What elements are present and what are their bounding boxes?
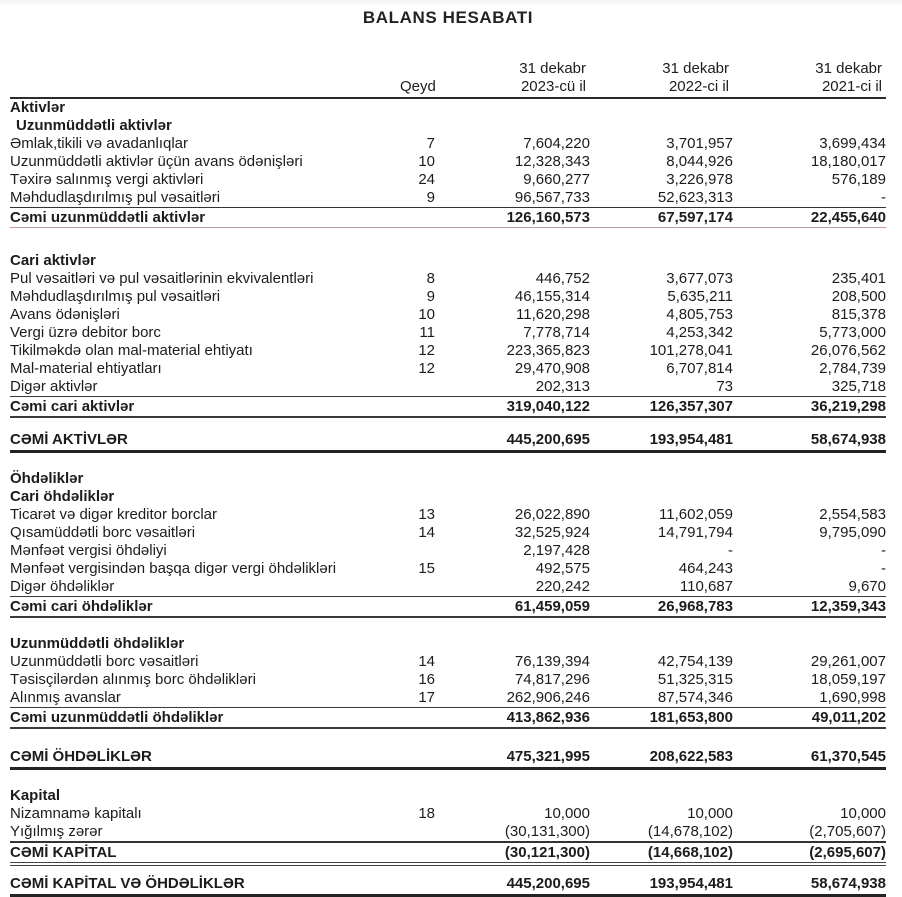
cell-qeyd	[400, 208, 435, 227]
cell-value-2023: 76,139,394	[514, 653, 590, 670]
cell-value-2023: 446,752	[535, 270, 590, 287]
cell-qeyd	[400, 488, 435, 506]
cell-value-2021: 26,076,562	[810, 342, 886, 359]
col-header-2022-year: 2022-ci il	[668, 78, 729, 95]
col-header-2021-year: 2021-ci il	[821, 78, 882, 95]
table-row	[10, 635, 886, 653]
cell-value-2023: 413,862,936	[506, 709, 590, 726]
cell-label: Pul vəsaitləri və pul vəsaitlərinin ekvivalentləri	[10, 270, 314, 287]
table-row	[10, 671, 886, 689]
table-row	[10, 805, 886, 823]
cell-value-2021: 1,690,998	[819, 689, 886, 706]
cell-qeyd: 11	[419, 324, 435, 341]
cell-label: Qısamüddətli borc vəsaitləri	[10, 524, 196, 541]
cell-label: Təsisçilərdən alınmış borc öhdəlikləri	[10, 671, 256, 688]
table-row	[10, 171, 886, 189]
cell-value-2022: 26,968,783	[657, 598, 733, 615]
cell-value-2021: -	[881, 542, 886, 559]
cell-value-2021: 9,670	[848, 578, 886, 595]
cell-value-2021: 10,000	[840, 805, 886, 822]
cell-label: Təxirə salınmış vergi aktivləri	[10, 171, 204, 188]
cell-value-2022	[590, 488, 733, 506]
cell-value-2023	[435, 252, 590, 270]
cell-qeyd	[400, 874, 435, 894]
table-row	[10, 823, 886, 841]
cell-value-2022: 73	[716, 378, 733, 395]
cell-label: Cəmi cari aktivlər	[10, 398, 135, 415]
cell-qeyd	[400, 823, 435, 841]
cell-qeyd	[400, 378, 435, 396]
cell-label: CƏMİ KAPİTAL	[10, 844, 117, 861]
cell-value-2023: 10,000	[544, 805, 590, 822]
table-row	[10, 342, 886, 360]
cell-qeyd: 14	[418, 524, 435, 541]
cell-value-2022	[590, 635, 733, 653]
cell-value-2023	[435, 470, 590, 488]
cell-label: Cəmi uzunmüddətli aktivlər	[10, 209, 206, 226]
cell-label: Digər öhdəliklər	[10, 578, 115, 595]
table-row	[10, 524, 886, 542]
cell-value-2022: -	[728, 542, 733, 559]
table-row	[10, 653, 886, 671]
table-row	[10, 470, 886, 488]
cell-label: Cəmi cari öhdəliklər	[10, 598, 153, 615]
cell-value-2021: 5,773,000	[819, 324, 886, 341]
cell-value-2022: 6,707,814	[666, 360, 733, 377]
cell-value-2021: (2,705,607)	[809, 823, 886, 840]
table-row	[10, 841, 886, 866]
cell-qeyd	[400, 747, 435, 767]
cell-value-2022: 52,623,313	[657, 189, 733, 206]
cell-value-2022	[590, 787, 733, 805]
cell-value-2021: 2,784,739	[819, 360, 886, 377]
table-row	[10, 252, 886, 270]
table-row	[10, 324, 886, 342]
row-spacer	[10, 866, 886, 873]
cell-value-2022: 8,044,926	[666, 153, 733, 170]
cell-value-2022: (14,678,102)	[647, 823, 733, 840]
cell-value-2021: 325,718	[831, 378, 886, 395]
cell-value-2022: 3,701,957	[666, 135, 733, 152]
cell-value-2022	[590, 117, 733, 135]
cell-value-2021	[733, 635, 886, 653]
row-spacer	[10, 418, 886, 429]
cell-value-2021	[733, 117, 886, 135]
cell-value-2023: (30,121,300)	[504, 844, 590, 861]
cell-label: Məhdudlaşdırılmış pul vəsaitləri	[10, 288, 221, 305]
cell-value-2022: 101,278,041	[649, 342, 733, 359]
row-spacer	[10, 618, 886, 635]
cell-label: Mənfəət vergisindən başqa digər vergi öhdəlikləri	[10, 560, 337, 577]
header-spacer	[400, 60, 435, 78]
table-row	[10, 506, 886, 524]
table-row	[10, 578, 886, 596]
row-spacer	[10, 453, 886, 470]
cell-value-2022: 11,602,059	[659, 506, 733, 523]
cell-value-2023	[435, 99, 590, 117]
cell-value-2022: 110,687	[679, 578, 733, 595]
table-row	[10, 288, 886, 306]
cell-label: Mənfəət vergisi öhdəliyi	[10, 542, 167, 559]
cell-value-2021: 2,554,583	[819, 506, 886, 523]
cell-label: Alınmış avanslar	[10, 689, 121, 706]
page-title: BALANS HESABATI	[362, 8, 534, 27]
cell-qeyd	[400, 99, 435, 117]
cell-value-2023: 319,040,122	[506, 398, 590, 415]
cell-value-2023: 126,160,573	[506, 209, 590, 226]
cell-value-2023: 262,906,246	[506, 689, 590, 706]
cell-value-2021	[733, 488, 886, 506]
table-row	[10, 207, 886, 228]
table-row	[10, 306, 886, 324]
table-row	[10, 270, 886, 288]
cell-value-2022: (14,668,102)	[647, 844, 733, 861]
cell-value-2023: 61,459,059	[514, 598, 590, 615]
cell-value-2022: 193,954,481	[649, 875, 733, 892]
cell-value-2023: 220,242	[535, 578, 590, 595]
cell-value-2021: 18,059,197	[810, 671, 886, 688]
cell-qeyd: 10	[418, 306, 435, 323]
cell-qeyd	[400, 252, 435, 270]
cell-value-2021: 235,401	[831, 270, 886, 287]
cell-qeyd	[400, 117, 435, 135]
cell-qeyd: 9	[426, 288, 435, 305]
cell-value-2023	[435, 787, 590, 805]
cell-value-2021: 815,378	[831, 306, 886, 323]
cell-value-2021: 22,455,640	[810, 209, 886, 226]
col-header-2021-date: 31 dekabr	[815, 60, 882, 77]
table-row	[10, 746, 886, 770]
table-row	[10, 596, 886, 618]
balance-table-body	[10, 99, 886, 897]
cell-qeyd	[400, 787, 435, 805]
header-spacer	[10, 78, 400, 96]
cell-value-2021: 58,674,938	[810, 431, 886, 448]
cell-qeyd: 15	[418, 560, 435, 577]
cell-value-2022: 193,954,481	[649, 431, 733, 448]
table-row	[10, 787, 886, 805]
cell-qeyd: 10	[418, 153, 435, 170]
cell-value-2022: 4,805,753	[666, 306, 733, 323]
col-header-2023-date: 31 dekabr	[519, 60, 586, 77]
cell-value-2023	[435, 635, 590, 653]
table-row	[10, 135, 886, 153]
cell-qeyd	[400, 843, 435, 862]
table-row	[10, 189, 886, 207]
cell-label: Mal-material ehtiyatları	[10, 360, 162, 377]
cell-qeyd: 24	[418, 171, 435, 188]
cell-value-2023: 445,200,695	[506, 431, 590, 448]
cell-value-2022: 208,622,583	[649, 748, 733, 765]
cell-label: Cari öhdəliklər	[10, 488, 115, 505]
cell-value-2021: 576,189	[831, 171, 886, 188]
cell-value-2023: 29,470,908	[514, 360, 590, 377]
cell-value-2021: 208,500	[831, 288, 886, 305]
balance-table	[10, 60, 886, 897]
cell-value-2021: 9,795,090	[819, 524, 886, 541]
row-spacer	[10, 729, 886, 746]
cell-value-2023: 74,817,296	[514, 671, 590, 688]
table-row	[10, 429, 886, 453]
cell-label: Yığılmış zərər	[10, 823, 103, 840]
cell-value-2023: 12,328,343	[514, 153, 590, 170]
cell-value-2022	[590, 470, 733, 488]
cell-value-2021: -	[881, 189, 886, 206]
cell-label: Uzunmüddətli aktivlər	[16, 117, 172, 134]
cell-label: Cari aktivlər	[10, 252, 96, 269]
cell-value-2023: 445,200,695	[506, 875, 590, 892]
cell-value-2021	[733, 252, 886, 270]
cell-label: Vergi üzrə debitor borc	[10, 324, 161, 341]
cell-value-2023: 26,022,890	[514, 506, 590, 523]
cell-value-2023: 32,525,924	[514, 524, 590, 541]
cell-value-2023: 11,620,298	[516, 306, 590, 323]
cell-value-2021: 36,219,298	[810, 398, 886, 415]
cell-label: Cəmi uzunmüddətli öhdəliklər	[10, 709, 224, 726]
table-row	[10, 360, 886, 378]
cell-value-2021: 3,699,434	[819, 135, 886, 152]
cell-value-2023: 9,660,277	[523, 171, 590, 188]
row-spacer	[10, 770, 886, 787]
cell-value-2022: 181,653,800	[649, 709, 733, 726]
cell-label: Aktivlər	[10, 99, 66, 116]
cell-qeyd: 12	[418, 342, 435, 359]
cell-value-2021	[733, 787, 886, 805]
row-spacer	[10, 228, 886, 252]
cell-label: Nizamnamə kapitalı	[10, 805, 142, 822]
cell-value-2021: -	[881, 560, 886, 577]
cell-qeyd	[400, 597, 435, 616]
cell-value-2023: 7,604,220	[523, 135, 590, 152]
col-header-qeyd: Qeyd	[400, 78, 436, 95]
cell-qeyd: 17	[418, 689, 435, 706]
cell-value-2022: 51,325,315	[657, 671, 733, 688]
cell-label: CƏMİ ÖHDƏLİKLƏR	[10, 748, 152, 765]
col-header-2023-year: 2023-cü il	[520, 78, 586, 95]
cell-value-2021: (2,695,607)	[809, 844, 886, 861]
cell-value-2021: 61,370,545	[810, 748, 886, 765]
cell-label: Uzunmüddətli borc vəsaitləri	[10, 653, 199, 670]
cell-value-2023: 7,778,714	[523, 324, 590, 341]
cell-qeyd: 12	[418, 360, 435, 377]
cell-value-2023: 2,197,428	[523, 542, 590, 559]
cell-qeyd: 18	[418, 805, 435, 822]
cell-qeyd: 9	[426, 189, 435, 206]
cell-qeyd	[400, 635, 435, 653]
cell-qeyd	[400, 708, 435, 727]
cell-label: Uzunmüddətli aktivlər üçün avans ödənişləri	[10, 153, 303, 170]
cell-value-2023: 202,313	[535, 378, 590, 395]
table-row	[10, 560, 886, 578]
cell-value-2022: 3,677,073	[666, 270, 733, 287]
table-row	[10, 378, 886, 396]
cell-qeyd	[400, 430, 435, 450]
cell-label: CƏMİ AKTİVLƏR	[10, 431, 128, 448]
cell-label: Kapital	[10, 787, 61, 804]
cell-value-2023: 96,567,733	[514, 189, 590, 206]
col-header-2022-date: 31 dekabr	[662, 60, 729, 77]
table-row	[10, 153, 886, 171]
cell-value-2022: 5,635,211	[667, 288, 733, 305]
table-row	[10, 873, 886, 897]
cell-value-2021: 18,180,017	[810, 153, 886, 170]
cell-label: Uzunmüddətli öhdəliklər	[10, 635, 185, 652]
cell-value-2023: (30,131,300)	[504, 823, 590, 840]
cell-value-2022: 4,253,342	[666, 324, 733, 341]
cell-value-2023: 475,321,995	[506, 748, 590, 765]
cell-value-2022	[590, 252, 733, 270]
cell-value-2021: 29,261,007	[810, 653, 886, 670]
cell-value-2021: 12,359,343	[810, 598, 886, 615]
table-row	[10, 689, 886, 707]
table-row	[10, 542, 886, 560]
cell-qeyd	[400, 542, 435, 560]
table-row	[10, 117, 886, 135]
cell-label: Digər aktivlər	[10, 378, 98, 395]
cell-value-2023	[435, 488, 590, 506]
cell-value-2021: 49,011,202	[811, 709, 886, 726]
table-row	[10, 99, 886, 117]
cell-label: Əmlak,tikili və avadanlıqlar	[10, 135, 189, 152]
cell-value-2022: 10,000	[687, 805, 733, 822]
cell-value-2022: 14,791,794	[657, 524, 733, 541]
cell-value-2023: 46,155,314	[514, 288, 590, 305]
cell-value-2022: 126,357,307	[649, 398, 733, 415]
cell-label: CƏMİ KAPİTAL VƏ ÖHDƏLİKLƏR	[10, 875, 245, 892]
cell-value-2022: 87,574,346	[657, 689, 733, 706]
cell-qeyd: 8	[426, 270, 435, 287]
cell-label: Avans ödənişləri	[10, 306, 120, 323]
table-row	[10, 707, 886, 729]
cell-value-2023	[435, 117, 590, 135]
cell-label: Məhdudlaşdırılmış pul vəsaitləri	[10, 189, 221, 206]
table-row	[10, 488, 886, 506]
cell-label: Ticarət və digər kreditor borclar	[10, 506, 218, 523]
cell-qeyd: 13	[418, 506, 435, 523]
cell-value-2022: 464,243	[678, 560, 733, 577]
cell-qeyd: 7	[426, 135, 435, 152]
cell-value-2023: 223,365,823	[506, 342, 590, 359]
cell-qeyd	[400, 578, 435, 596]
cell-label: Tikilməkdə olan mal-material ehtiyatı	[10, 342, 253, 359]
cell-value-2023: 492,575	[535, 560, 590, 577]
header-row-dates	[10, 60, 886, 78]
header-row-years	[10, 78, 886, 96]
table-row	[10, 396, 886, 418]
table-header	[10, 60, 886, 99]
cell-value-2021	[733, 470, 886, 488]
cell-value-2022: 67,597,174	[657, 209, 733, 226]
cell-value-2022: 3,226,978	[666, 171, 733, 188]
cell-qeyd: 16	[418, 671, 435, 688]
cell-label: Öhdəliklər	[10, 470, 84, 487]
cell-qeyd: 14	[418, 653, 435, 670]
cell-value-2022: 42,754,139	[657, 653, 733, 670]
header-spacer	[10, 60, 400, 78]
cell-value-2022	[590, 99, 733, 117]
cell-value-2021: 58,674,938	[810, 875, 886, 892]
cell-qeyd	[400, 397, 435, 416]
cell-qeyd	[400, 470, 435, 488]
cell-value-2021	[733, 99, 886, 117]
